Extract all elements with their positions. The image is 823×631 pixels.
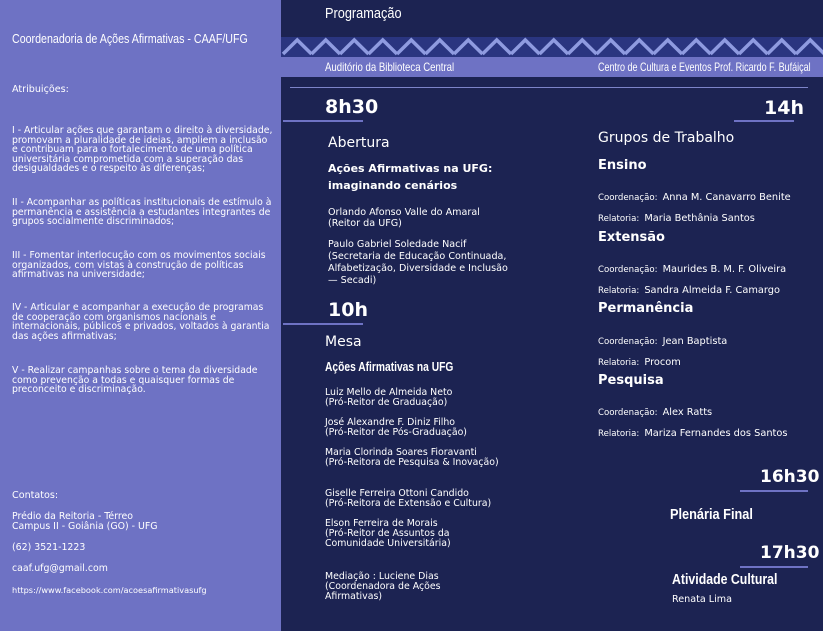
atribuicao-1: I - Articular ações que garantam o direito à diversidade, promovam a pluralidade de ideias, ampliem a inclusão e contribuam para o fortalecimento de uma política universitária comprometida com a superação das desigualdades e o respeito às diferenças;: [12, 125, 273, 175]
rel-name: Maria Bethânia Santos: [644, 213, 755, 224]
divider-line: [283, 323, 363, 325]
coord-name: Jean Baptista: [662, 336, 728, 347]
group-pesquisa-rel: [598, 421, 787, 440]
coord-name: Maurides B. M. F. Oliveira: [662, 264, 787, 275]
abertura-title: Abertura: [328, 135, 390, 151]
divider-line: [740, 566, 808, 568]
abertura-person-1-role: (Reitor da UFG): [328, 218, 402, 229]
mediacao: [325, 572, 475, 602]
coord-label: Coordenação:: [598, 265, 658, 275]
venue-left: Auditório da Biblioteca Central: [325, 60, 455, 74]
rel-name: Sandra Almeida F. Camargo: [644, 285, 780, 296]
email: caaf.ufg@gmail.com: [12, 563, 108, 574]
facebook-link[interactable]: https://www.facebook.com/acoesafirmativasufg: [12, 585, 207, 595]
zigzag-band: [281, 37, 823, 57]
cultural-performer: Renata Lima: [672, 594, 733, 605]
mesa-person-1: [325, 388, 515, 408]
mesa-person-name: Maria Clorinda Soares Fioravanti: [325, 447, 477, 458]
sidebar: [0, 0, 281, 631]
mesa-person-role: (Pró-Reitora de Pesquisa & Inovação): [325, 457, 499, 468]
divider-line: [290, 87, 808, 88]
mesa-person-name: Luiz Mello de Almeida Neto: [325, 387, 453, 398]
group-extensao-title: Extensão: [598, 230, 665, 245]
endereco-line-2: Campus II - Goiânia (GO) - UFG: [12, 521, 158, 532]
rel-name: Mariza Fernandes dos Santos: [644, 428, 788, 439]
abertura-person-2-role-3: — Secadi): [328, 275, 377, 286]
mesa-person-name: Elson Ferreira de Morais: [325, 518, 438, 529]
mesa-title: Mesa: [325, 334, 362, 350]
group-extensao-coord: [598, 257, 786, 276]
abertura-person-1-name: Orlando Afonso Valle do Amaral: [328, 207, 480, 218]
mesa-person-3: [325, 448, 515, 468]
rel-name: Procom: [644, 357, 681, 368]
mesa-person-4: [325, 489, 535, 509]
atribuicao-5: V - Realizar campanhas sobre o tema da diversidade como prevenção a todas e quaisquer formas de preconceito e discriminação.: [12, 365, 258, 396]
group-pesquisa-coord: [598, 400, 712, 419]
divider-line: [740, 490, 808, 492]
atribuicao-3: III - Fomentar interlocução com os movimentos sociais organizados, com vistas à construção de políticas afirmativas na universidade;: [12, 250, 266, 281]
divider-line: [283, 120, 363, 122]
time-17h30: 17h30: [760, 543, 820, 563]
group-ensino-coord: [598, 185, 791, 204]
rel-label: Relatoria:: [598, 214, 640, 224]
group-ensino-title: Ensino: [598, 158, 647, 173]
mediacao-role: (Coordenadora de Ações Afirmativas): [325, 581, 441, 602]
telefone: (62) 3521-1223: [12, 542, 86, 553]
group-extensao-rel: [598, 278, 780, 297]
gt-title: Grupos de Trabalho: [598, 130, 735, 146]
coord-label: Coordenação:: [598, 193, 658, 203]
group-permanencia-rel: [598, 350, 681, 369]
group-permanencia-coord: [598, 329, 727, 348]
abertura-person-2-role-1: (Secretaria de Educação Continuada,: [328, 251, 507, 262]
coord-name: Anna M. Canavarro Benite: [662, 192, 791, 203]
mesa-person-name: Giselle Ferreira Ottoni Candido: [325, 488, 469, 499]
coord-name: Alex Ratts: [662, 407, 713, 418]
abertura-subtitle-2: imaginando cenários: [328, 179, 458, 192]
mesa-person-name: José Alexandre F. Diniz Filho: [325, 417, 456, 428]
time-10h: 10h: [328, 299, 368, 321]
rel-label: Relatoria:: [598, 429, 640, 439]
rel-label: Relatoria:: [598, 286, 640, 296]
abertura-subtitle-1: Ações Afirmativas na UFG:: [328, 162, 493, 175]
mesa-subtitle: Ações Afirmativas na UFG: [325, 360, 454, 374]
contatos-heading: Contatos:: [12, 490, 59, 501]
group-pesquisa-title: Pesquisa: [598, 373, 664, 388]
time-8h30: 8h30: [325, 96, 379, 118]
sidebar-title: Coordenadoria de Ações Afirmativas - CAAF/UFG: [12, 31, 248, 46]
abertura-person-2-name: Paulo Gabriel Soledade Nacif: [328, 239, 467, 250]
group-permanencia-title: Permanência: [598, 301, 694, 316]
mesa-person-role: (Pró-Reitor de Pós-Graduação): [325, 427, 467, 438]
venue-right: Centro de Cultura e Eventos Prof. Ricardo F. Bufáiçal: [598, 60, 811, 74]
coord-label: Coordenação:: [598, 337, 658, 347]
time-14h: 14h: [764, 97, 804, 119]
rel-label: Relatoria:: [598, 358, 640, 368]
atribuicoes-heading: Atribuições:: [12, 84, 69, 95]
cultural-title: Atividade Cultural: [672, 572, 778, 588]
endereco-line-1: Prédio da Reitoria - Térreo: [12, 511, 134, 522]
group-ensino-rel: [598, 206, 755, 225]
mediacao-name: Mediação : Luciene Dias: [325, 571, 439, 582]
program-heading: Programação: [325, 5, 402, 22]
mesa-person-role: (Pró-Reitor de Assuntos da Comunidade Universitária): [325, 528, 451, 549]
coord-label: Coordenação:: [598, 408, 658, 418]
mesa-person-2: [325, 418, 525, 438]
abertura-person-2-role-2: Alfabetização, Diversidade e Inclusão: [328, 263, 508, 274]
divider-line: [734, 120, 794, 122]
atribuicao-4: IV - Articular e acompanhar a execução de programas de cooperação com organismos nacionais e internacionais, públicos e privados, voltados à garantia das ações afirmativas;: [12, 302, 270, 342]
mesa-person-5: [325, 519, 485, 549]
mesa-person-role: (Pró-Reitora de Extensão e Cultura): [325, 498, 492, 509]
plenaria-title: Plenária Final: [670, 506, 753, 523]
atribuicao-2: II - Acompanhar as políticas institucionais de estímulo à permanência e assistência a estudantes integrantes de grupos socialmente discriminados;: [12, 197, 272, 228]
time-16h30: 16h30: [760, 467, 820, 487]
mesa-person-role: (Pró-Reitor de Graduação): [325, 397, 448, 408]
